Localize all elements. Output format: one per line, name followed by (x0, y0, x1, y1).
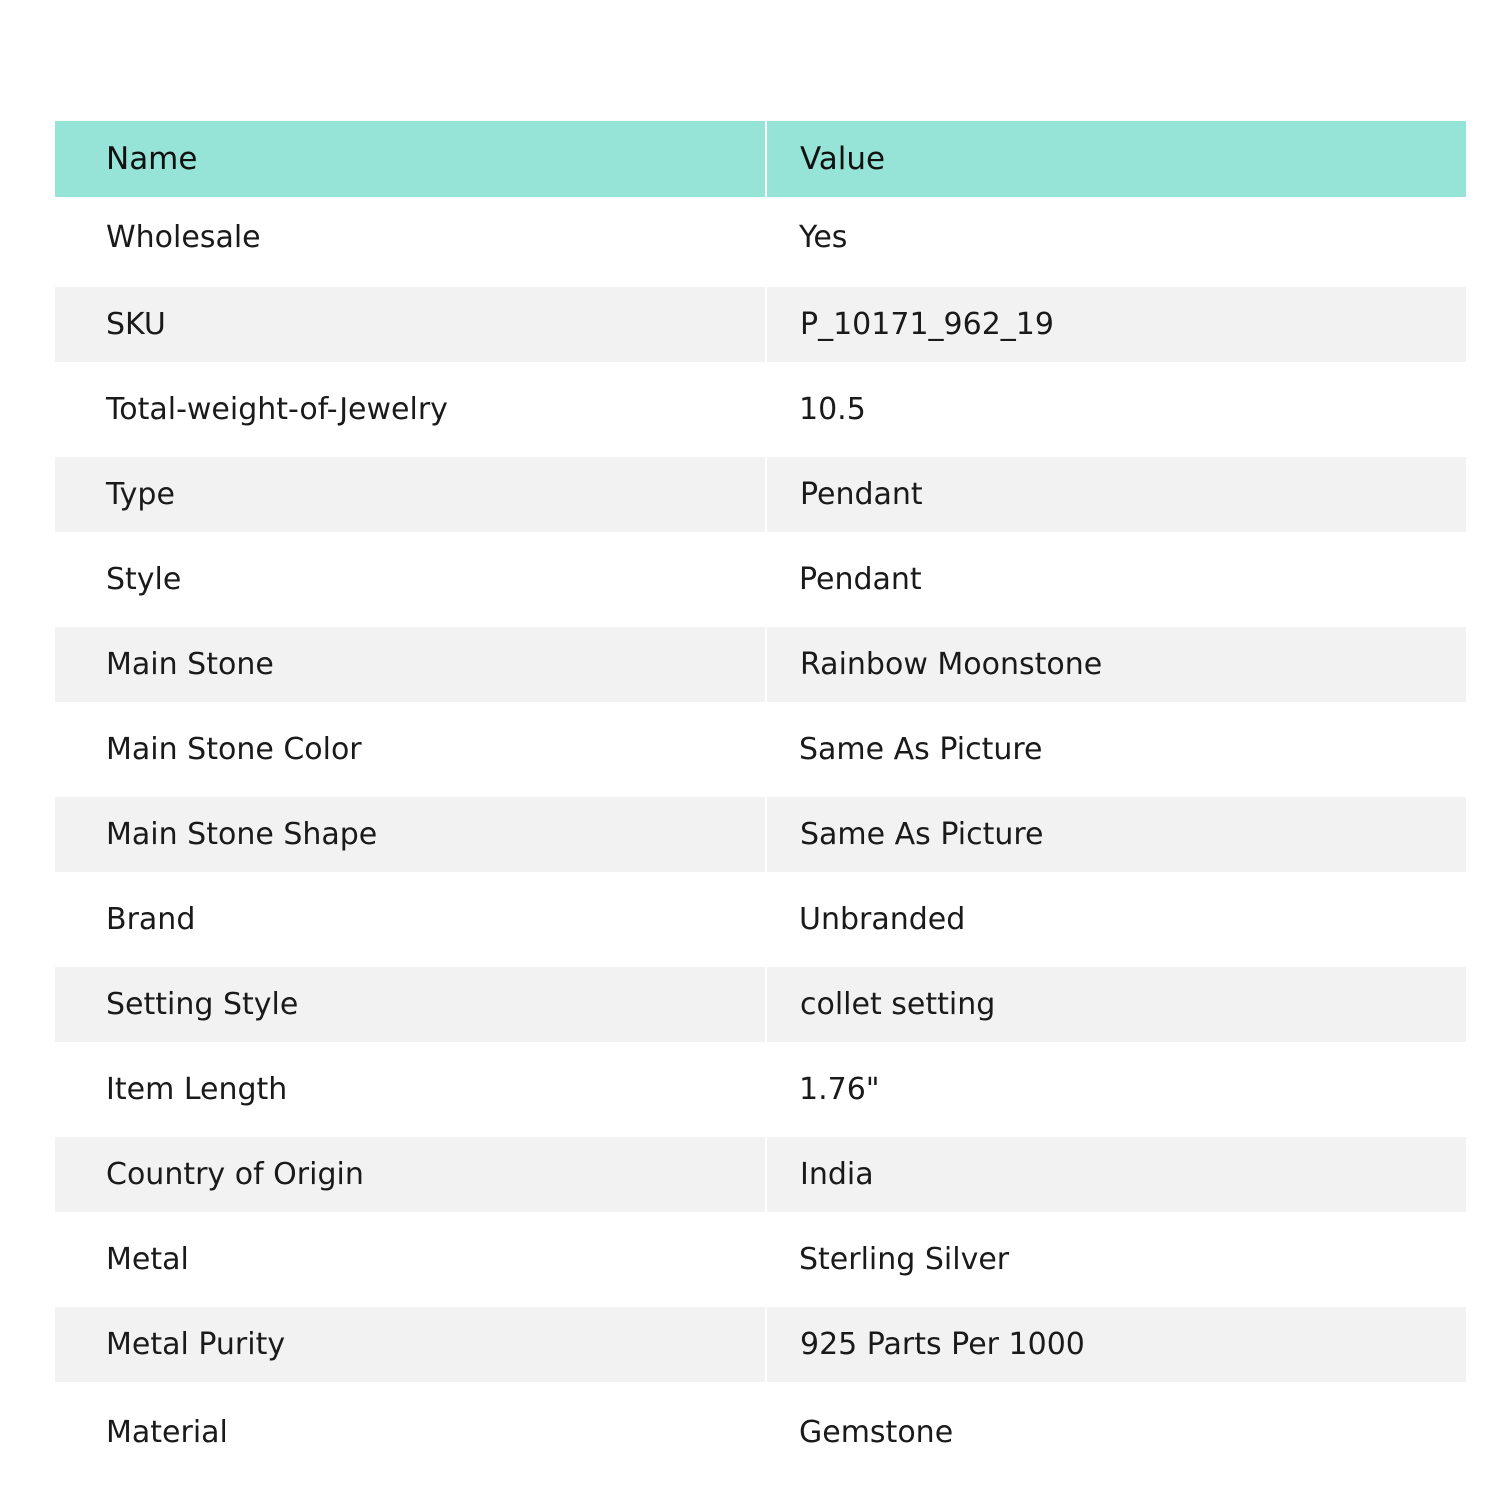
row-value-cell: collet setting (766, 962, 1466, 1047)
row-name-cell: Metal Purity (55, 1302, 766, 1387)
row-value-cell: Pendant (766, 452, 1466, 537)
table-row (55, 282, 1466, 367)
row-name-cell: SKU (55, 282, 766, 367)
table-row (55, 1047, 1466, 1132)
row-name-cell: Main Stone Shape (55, 792, 766, 877)
row-value-cell: Sterling Silver (799, 1242, 1010, 1277)
table-row (55, 962, 1466, 1047)
table-row (55, 537, 1466, 622)
row-value-cell: 10.5 (799, 392, 866, 427)
row-value-cell: Unbranded (799, 902, 966, 937)
table-row (55, 452, 1466, 537)
table-header (55, 121, 1466, 197)
row-value-cell: Same As Picture (766, 792, 1466, 877)
header-row (55, 121, 1466, 197)
row-name-cell: Wholesale (106, 219, 261, 255)
row-name-cell: Metal (106, 1242, 189, 1277)
row-value-cell: Yes (799, 219, 848, 255)
table-row (55, 707, 1466, 792)
row-name-cell: Item Length (106, 1072, 288, 1107)
row-value-cell: Rainbow Moonstone (766, 622, 1466, 707)
row-name-cell: Type (55, 452, 766, 537)
row-name-cell: Setting Style (55, 962, 766, 1047)
row-value-cell: 1.76" (799, 1072, 880, 1107)
table-row (55, 1132, 1466, 1217)
table-row (55, 1387, 1466, 1472)
row-value-cell: Gemstone (799, 1414, 954, 1450)
table-row (55, 622, 1466, 707)
row-name-cell: Material (106, 1414, 228, 1450)
row-name-cell: Total-weight-of-Jewelry (106, 392, 448, 427)
table-row (55, 197, 1466, 282)
table-row (55, 1217, 1466, 1302)
table-body (55, 197, 1466, 1472)
product-spec-table (55, 121, 1466, 1472)
row-name-cell: Main Stone Color (106, 732, 362, 767)
table-row (55, 792, 1466, 877)
row-name-cell: Brand (106, 902, 196, 937)
column-header-name: Name (55, 121, 766, 197)
row-name-cell: Style (106, 562, 182, 597)
table-row (55, 367, 1466, 452)
row-value-cell: India (766, 1132, 1466, 1217)
column-header-value: Value (800, 141, 886, 177)
row-value-cell: Same As Picture (799, 732, 1043, 767)
row-name-cell: Main Stone (55, 622, 766, 707)
table-row (55, 877, 1466, 962)
row-value-cell: 925 Parts Per 1000 (766, 1302, 1466, 1387)
row-value-cell: P_10171_962_19 (766, 282, 1466, 367)
row-name-cell: Country of Origin (55, 1132, 766, 1217)
row-value-cell: Pendant (799, 562, 922, 597)
table-row (55, 1302, 1466, 1387)
